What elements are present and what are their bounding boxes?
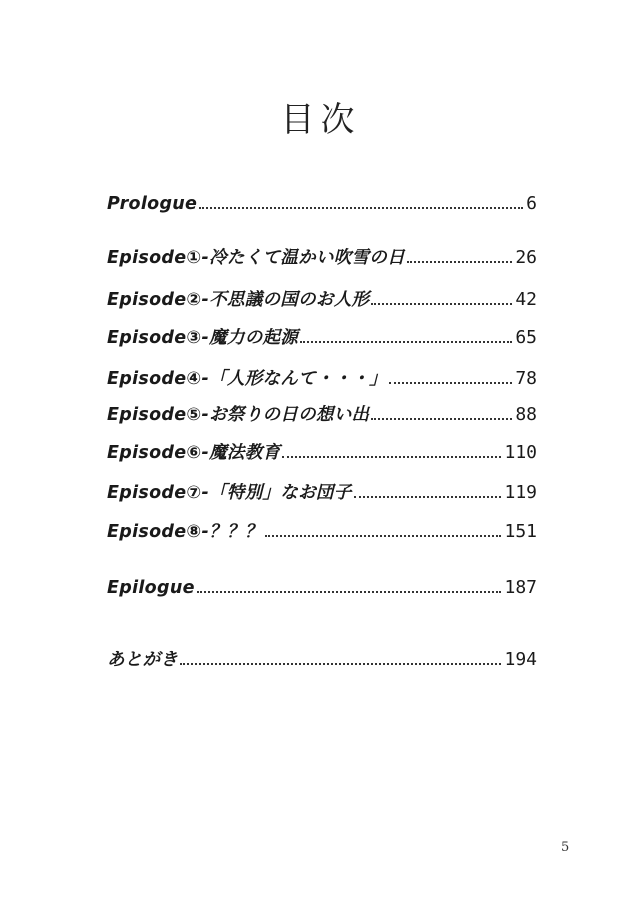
dot-leader <box>199 207 523 209</box>
toc-entry-episode-3 <box>107 323 537 349</box>
dot-leader <box>389 382 512 384</box>
dot-leader <box>282 456 501 458</box>
toc-entry-page: 65 <box>515 327 537 348</box>
dot-leader <box>197 591 502 593</box>
toc-entry-episode-2 <box>107 285 537 311</box>
toc-entry-page: 151 <box>504 521 537 542</box>
toc-entry-episode-5 <box>107 400 537 426</box>
dot-leader <box>354 496 502 498</box>
dot-leader <box>300 341 512 343</box>
toc-entry-title: Episode⑧-？？？ <box>107 522 263 542</box>
toc-entry-title: Episode⑦-「特別」なお団子 <box>107 483 352 503</box>
toc-entry-page: 78 <box>515 368 537 389</box>
dot-leader <box>371 303 512 305</box>
toc-entry-page: 88 <box>515 404 537 425</box>
toc-entry-episode-1 <box>107 243 537 269</box>
page-number: 5 <box>561 840 570 855</box>
toc-entry-title: Episode⑥-魔法教育 <box>107 443 281 463</box>
toc-entry-prologue <box>107 189 537 215</box>
dot-leader <box>371 418 512 420</box>
toc-entry-title: Episode③-魔力の起源 <box>107 328 299 348</box>
toc-entry-page: 42 <box>515 289 537 310</box>
toc-entry-title: Episode⑤-お祭りの日の想い出 <box>107 405 370 425</box>
toc-entry-page: 187 <box>504 577 537 598</box>
toc-entry-page: 119 <box>504 482 537 503</box>
toc-entry-title: Episode①-冷たくて温かい吹雪の日 <box>107 248 405 268</box>
toc-entry-title: Episode④-「人形なんて・・・」 <box>107 369 388 389</box>
toc-entry-page: 26 <box>515 247 537 268</box>
toc-entry-page: 194 <box>504 649 537 670</box>
page-title: 目次 <box>280 100 361 140</box>
toc-entry-episode-4 <box>107 364 537 390</box>
toc-entry-page: 110 <box>504 442 537 463</box>
dot-leader <box>180 663 501 665</box>
toc-entry-episode-7 <box>107 478 537 504</box>
toc-entry-afterword <box>107 645 537 671</box>
dot-leader <box>407 261 512 263</box>
toc-entry-title: あとがき <box>107 650 179 670</box>
toc-entry-episode-6 <box>107 438 537 464</box>
toc-entry-title: Epilogue <box>107 578 195 598</box>
toc-entry-page: 6 <box>526 193 537 214</box>
toc-entry-title: Prologue <box>107 194 198 214</box>
toc-entry-title: Episode②-不思議の国のお人形 <box>107 290 370 310</box>
dot-leader <box>265 535 502 537</box>
toc-entry-episode-8 <box>107 517 537 543</box>
toc-entry-epilogue <box>107 573 537 599</box>
